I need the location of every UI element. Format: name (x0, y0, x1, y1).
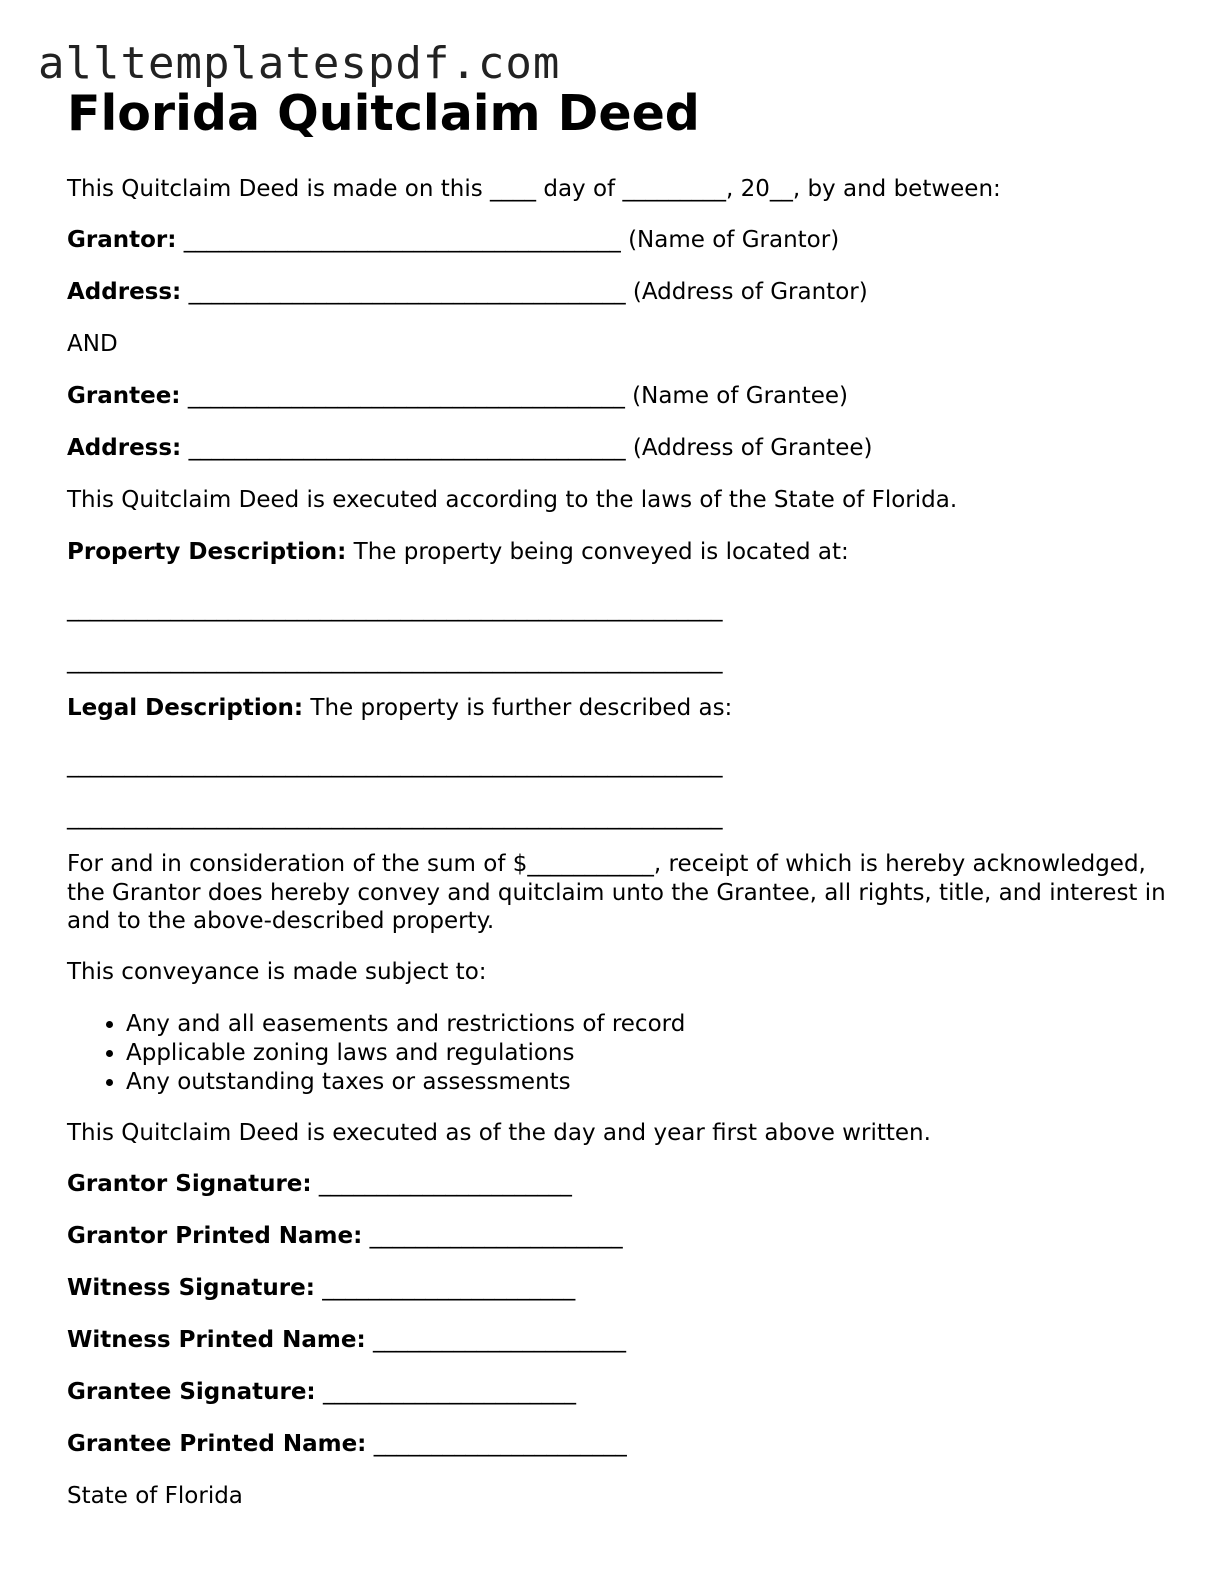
grantee-printed-name-field[interactable]: ______________________ (373, 1431, 627, 1457)
grantee-signature-label: Grantee Signature: (67, 1379, 316, 1405)
grantor-printed-name-label: Grantor Printed Name: (67, 1223, 363, 1249)
property-line-1[interactable]: _________________________________________________________ (67, 596, 723, 622)
witness-signature-label: Witness Signature: (67, 1275, 315, 1301)
grantee-printed-name-row (67, 1430, 627, 1458)
grantor-address-field[interactable]: ______________________________________ (188, 279, 626, 305)
grantor-signature-label: Grantor Signature: (67, 1171, 312, 1197)
and-separator: AND (67, 331, 118, 357)
grantee-name-row (67, 382, 848, 410)
consideration-paragraph: For and in consideration of the sum of $___________, receipt of which is hereby acknowledged, the Grantor does hereby convey and quitclaim unto the Grantee, all rights, title, and interest in and to the above-described property. (67, 851, 1166, 934)
witness-printed-name-field[interactable]: ______________________ (372, 1327, 626, 1353)
witness-printed-name-row (67, 1326, 626, 1354)
grantor-signature-field[interactable]: ______________________ (318, 1171, 572, 1197)
grantee-name-hint: (Name of Grantee) (632, 383, 849, 409)
legal-description-text: The property is further described as: (310, 695, 733, 721)
legal-description-label: Legal Description: (67, 695, 304, 721)
list-item: • Any and all easements and restrictions of record (126, 1010, 685, 1039)
grantor-address-row (67, 278, 868, 306)
grantor-name-label: Grantor: (67, 227, 177, 253)
subject-intro: This conveyance is made subject to: (67, 959, 487, 985)
grantor-name-field[interactable]: ______________________________________ (183, 227, 621, 253)
grantee-address-row (67, 434, 872, 462)
property-description-text: The property being conveyed is located at: (353, 539, 849, 565)
legal-description-row (67, 694, 732, 722)
grantee-name-field[interactable]: ______________________________________ (187, 383, 625, 409)
grantor-printed-name-field[interactable]: ______________________ (369, 1223, 623, 1249)
grantee-printed-name-label: Grantee Printed Name: (67, 1431, 367, 1457)
watermark: alltemplatespdf.com (38, 38, 561, 89)
subject-list (67, 1010, 685, 1096)
grantor-signature-row (67, 1170, 572, 1198)
grantor-printed-name-row (67, 1222, 623, 1250)
property-description-row (67, 538, 849, 566)
grantor-address-hint: (Address of Grantor) (632, 279, 868, 305)
list-item: • Any outstanding taxes or assessments (126, 1068, 685, 1097)
document-title: Florida Quitclaim Deed (67, 85, 700, 142)
grantee-name-label: Grantee: (67, 383, 181, 409)
grantee-address-field[interactable]: ______________________________________ (188, 435, 626, 461)
grantee-signature-row (67, 1378, 576, 1406)
property-line-2[interactable]: _________________________________________________________ (67, 648, 723, 674)
grantee-signature-field[interactable]: ______________________ (322, 1379, 576, 1405)
state-line: State of Florida (67, 1483, 243, 1509)
grantor-address-label: Address: (67, 279, 182, 305)
list-item: • Applicable zoning laws and regulations (126, 1039, 685, 1068)
legal-line-1[interactable]: _________________________________________________________ (67, 752, 723, 778)
witness-printed-name-label: Witness Printed Name: (67, 1327, 366, 1353)
property-description-label: Property Description: (67, 539, 347, 565)
legal-line-2[interactable]: _________________________________________________________ (67, 804, 723, 830)
laws-statement: This Quitclaim Deed is executed according to the laws of the State of Florida. (67, 487, 958, 513)
witness-signature-field[interactable]: ______________________ (322, 1275, 576, 1301)
grantee-address-hint: (Address of Grantee) (632, 435, 873, 461)
executed-statement: This Quitclaim Deed is executed as of the day and year first above written. (67, 1120, 931, 1146)
grantee-address-label: Address: (67, 435, 182, 461)
intro-line: This Quitclaim Deed is made on this ____ day of _________, 20__, by and between: (67, 176, 1001, 202)
grantor-name-hint: (Name of Grantor) (628, 227, 840, 253)
grantor-name-row (67, 226, 839, 254)
witness-signature-row (67, 1274, 575, 1302)
